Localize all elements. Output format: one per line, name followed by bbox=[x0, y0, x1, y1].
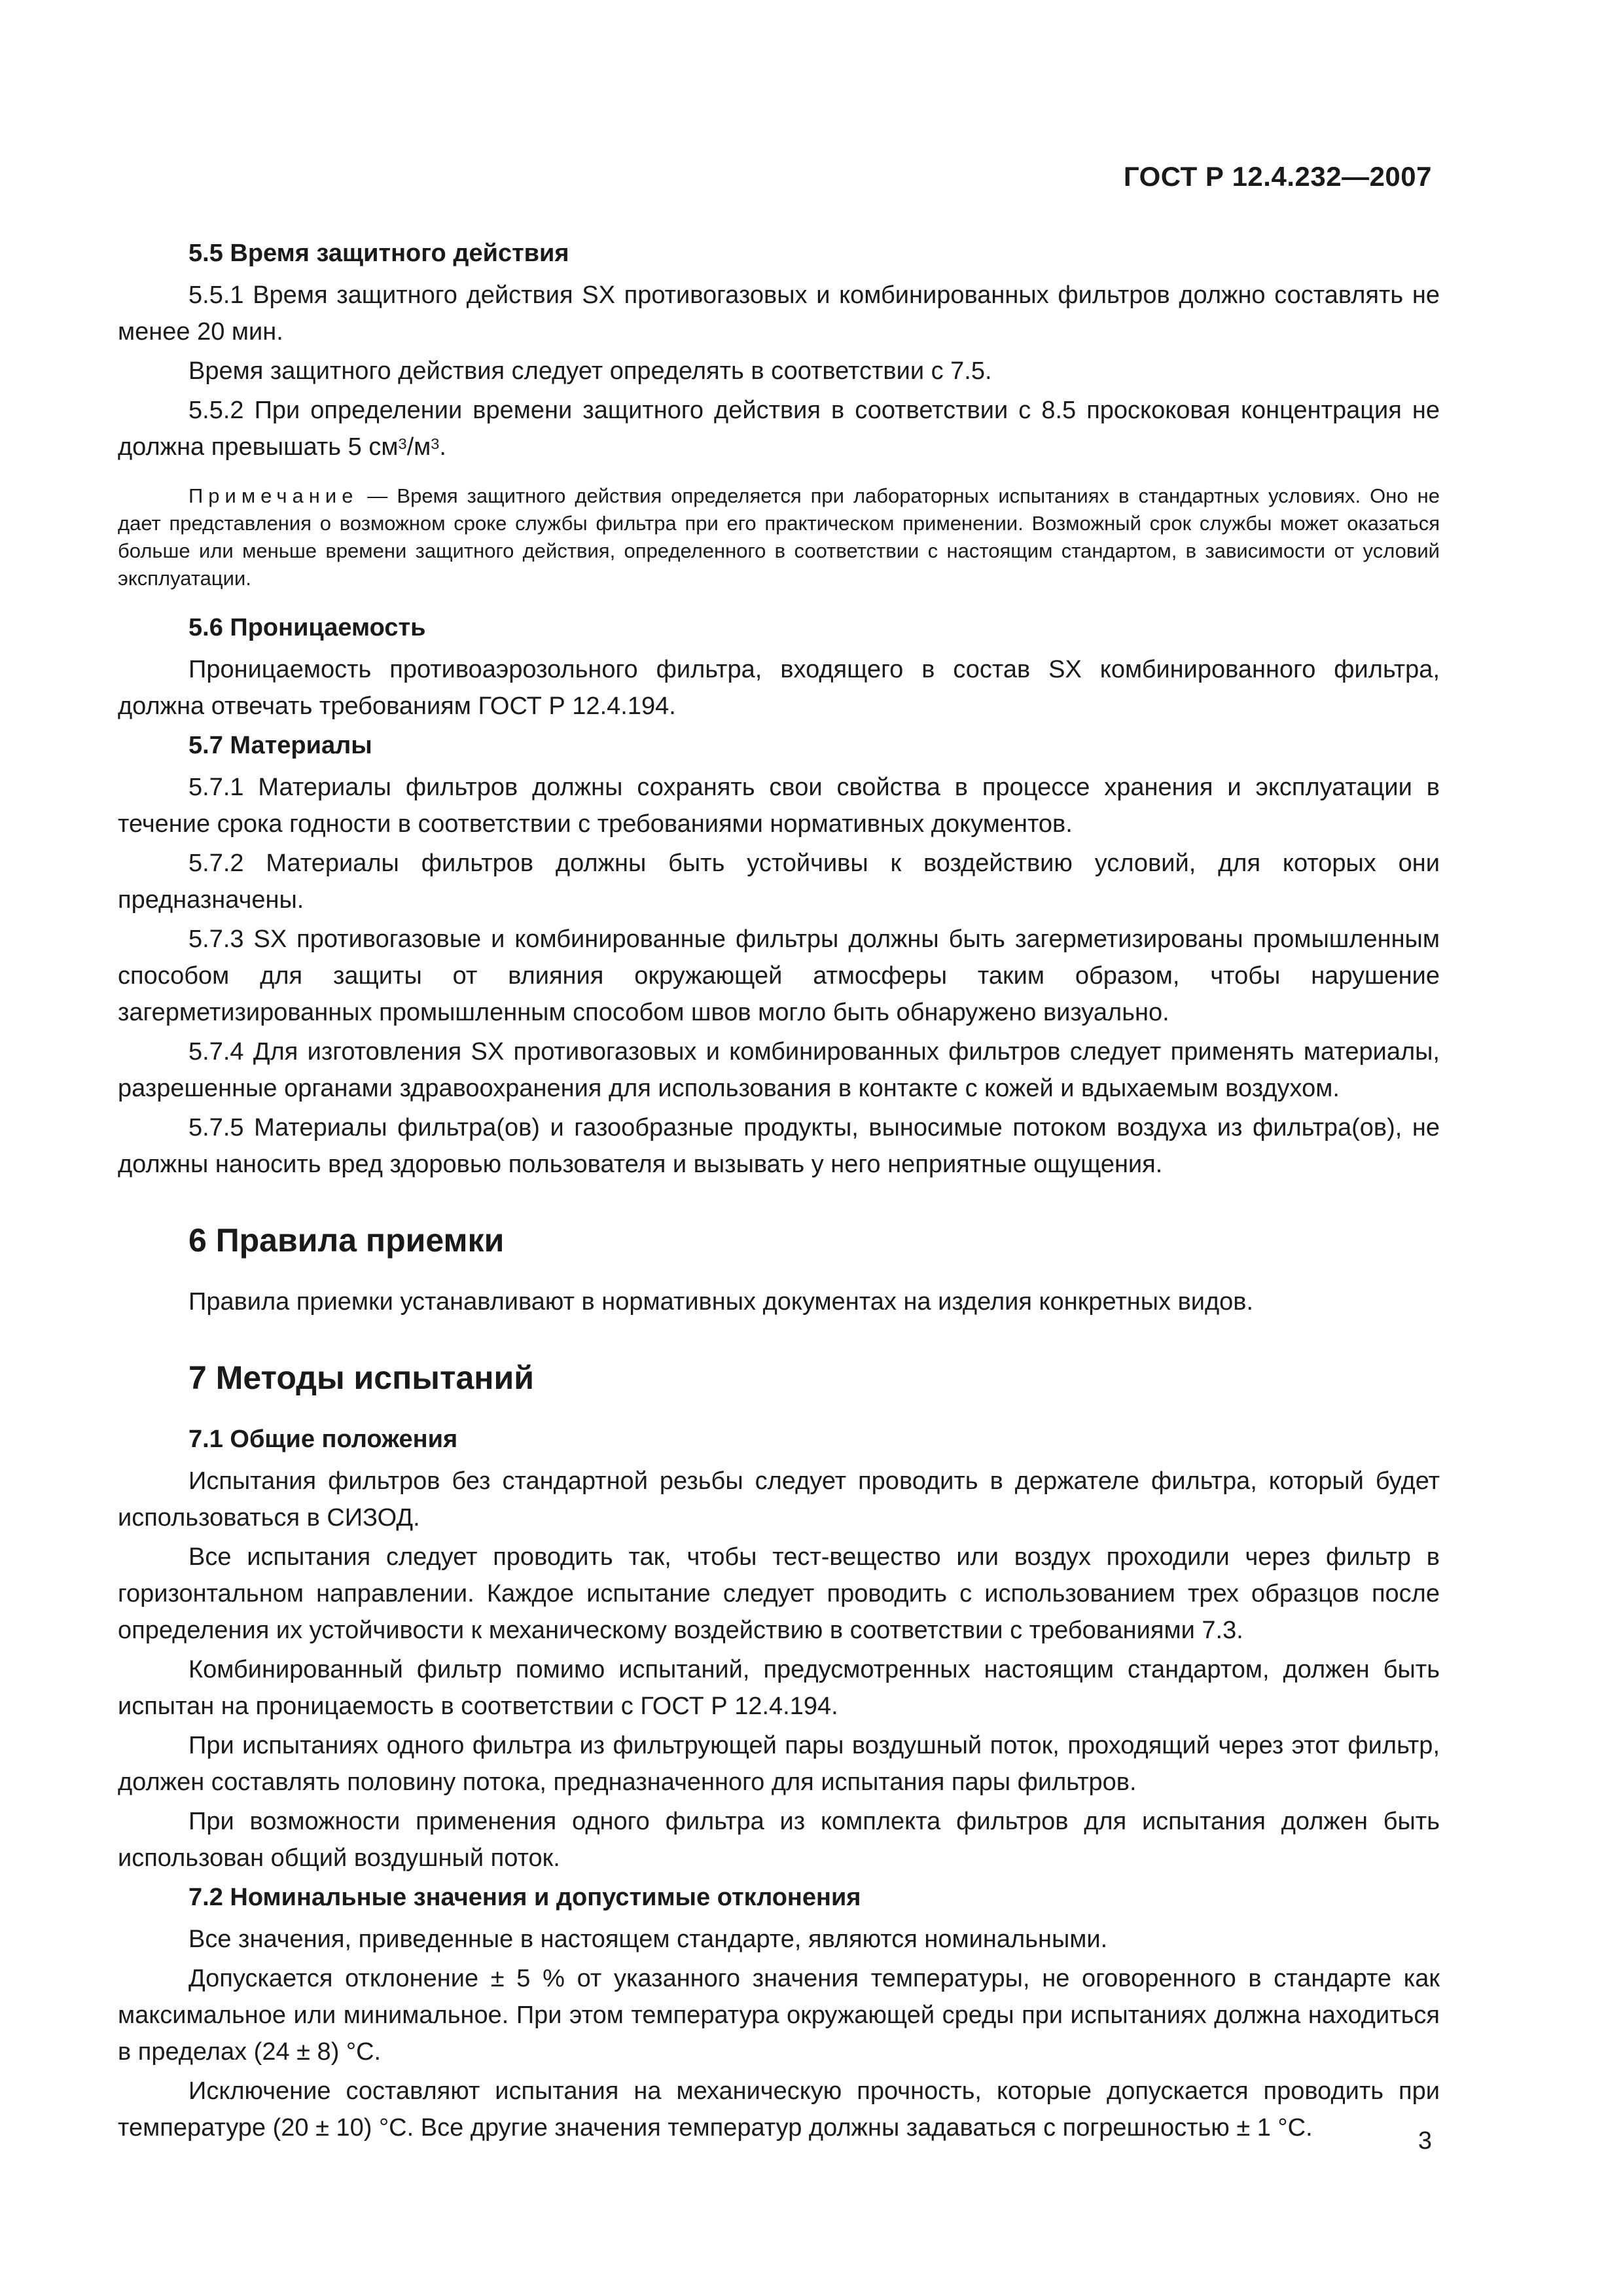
page-content bbox=[118, 232, 1440, 2149]
note-text: — Время защитного действия определяется при лабораторных испытаниях в стандартных условиях. Оно не дает представления о возможном сроке службы фильтра при его практическом применении. Возможный срок службы может оказаться больше или меньше времени защитного действия, определенного в соответствии с настоящим стандартом, в зависимости от условий эксплуатации. bbox=[118, 484, 1440, 590]
standard-code: ГОСТ Р 12.4.232—2007 bbox=[1123, 161, 1432, 192]
paragraph-5-7-2: 5.7.2 Материалы фильтров должны быть устойчивы к воздействию условий, для которых они предназначены. bbox=[118, 850, 1440, 914]
paragraph-7-1-2: Все испытания следует проводить так, чтобы тест-вещество или воздух проходили через фильтр в горизонтальном направлении. Каждое испытание следует проводить с использованием трех образцов после определения их устойчивости к механическому воздействию в соответствии с требованиями 7.3. bbox=[118, 1543, 1440, 1644]
section-7-heading: 7 Методы испытаний bbox=[188, 1359, 534, 1396]
page-number: 3 bbox=[1418, 2127, 1432, 2155]
paragraph-5-7-4: 5.7.4 Для изготовления SX противогазовых и комбинированных фильтров следует применять материалы, разрешенные органами здравоохранения для использования в контакте с кожей и вдыхаемым воздухом. bbox=[118, 1038, 1440, 1102]
paragraph-7-1-5: При возможности применения одного фильтра из комплекта фильтров для испытания должен быть использован общий воздушный поток. bbox=[118, 1808, 1440, 1872]
paragraph-5-5-2 bbox=[118, 392, 1440, 465]
section-5-6-heading: 5.6 Проницаемость bbox=[188, 614, 426, 641]
section-6-heading: 6 Правила приемки bbox=[188, 1222, 505, 1259]
section-7-1-heading: 7.1 Общие положения bbox=[188, 1426, 458, 1453]
unit-slash-m: /м bbox=[406, 433, 431, 461]
paragraph-end-period: . bbox=[439, 433, 446, 461]
paragraph-7-2-2: Допускается отклонение ± 5 % от указанного значения температуры, не оговоренного в стандарте как максимальное или минимальное. При этом температура окружающей среды при испытаниях должна находиться в пределах (24 ± 8) °С. bbox=[118, 1965, 1440, 2066]
paragraph-7-1-1: Испытания фильтров без стандартной резьбы следует проводить в держателе фильтра, который будет использоваться в СИЗОД. bbox=[118, 1467, 1440, 1532]
paragraph-7-1-4: При испытаниях одного фильтра из фильтрующей пары воздушный поток, проходящий через этот фильтр, должен составлять половину потока, предназначенного для испытания пары фильтров. bbox=[118, 1732, 1440, 1796]
paragraph-7-2-1: Все значения, приведенные в настоящем стандарте, являются номинальными. bbox=[188, 1926, 1108, 1953]
paragraph-7-2-3: Исключение составляют испытания на механическую прочность, которые допускается проводить при температуре (20 ± 10) °С. Все другие значения температур должны задаваться с погрешностью ± 1 °С. bbox=[118, 2077, 1440, 2142]
paragraph-5-7-1: 5.7.1 Материалы фильтров должны сохранять свои свойства в процессе хранения и эксплуатации в течение срока годности в соответствии с требованиями нормативных документов. bbox=[118, 774, 1440, 838]
superscript-3: 3 bbox=[431, 435, 440, 452]
paragraph-5-5-1: 5.5.1 Время защитного действия SX противогазовых и комбинированных фильтров должно составлять не менее 20 мин. bbox=[118, 281, 1440, 346]
note bbox=[118, 482, 1440, 592]
section-5-5-heading: 5.5 Время защитного действия bbox=[188, 240, 569, 267]
superscript-3: 3 bbox=[398, 435, 407, 452]
paragraph-6: Правила приемки устанавливают в нормативных документах на изделия конкретных видов. bbox=[188, 1288, 1254, 1316]
section-7-2-heading: 7.2 Номинальные значения и допустимые отклонения bbox=[188, 1884, 861, 1911]
section-5-7-heading: 5.7 Материалы bbox=[188, 732, 372, 759]
note-label: Примечание bbox=[188, 484, 359, 507]
paragraph-7-1-3: Комбинированный фильтр помимо испытаний, предусмотренных настоящим стандартом, должен быть испытан на проницаемость в соответствии с ГОСТ Р 12.4.194. bbox=[118, 1656, 1440, 1720]
paragraph-5-7-5: 5.7.5 Материалы фильтра(ов) и газообразные продукты, выносимые потоком воздуха из фильтра(ов), не должны наносить вред здоровью пользователя и вызывать у него неприятные ощущения. bbox=[118, 1114, 1440, 1178]
paragraph-5-7-3: 5.7.3 SX противогазовые и комбинированные фильтры должны быть загерметизированы промышленным способом для защиты от влияния окружающей атмосферы таким образом, чтобы нарушение загерметизированных промышленным способом швов могло быть обнаружено визуально. bbox=[118, 925, 1440, 1026]
paragraph-5-5-2-text: 5.5.2 При определении времени защитного действия в соответствии с 8.5 проскоковая концентрация не должна превышать 5 см bbox=[118, 397, 1440, 461]
paragraph-5-5-1-method: Время защитного действия следует определять в соответствии с 7.5. bbox=[188, 357, 992, 385]
paragraph-5-6: Проницаемость противоаэрозольного фильтра, входящего в состав SX комбинированного фильтра, должна отвечать требованиям ГОСТ Р 12.4.194. bbox=[118, 656, 1440, 720]
